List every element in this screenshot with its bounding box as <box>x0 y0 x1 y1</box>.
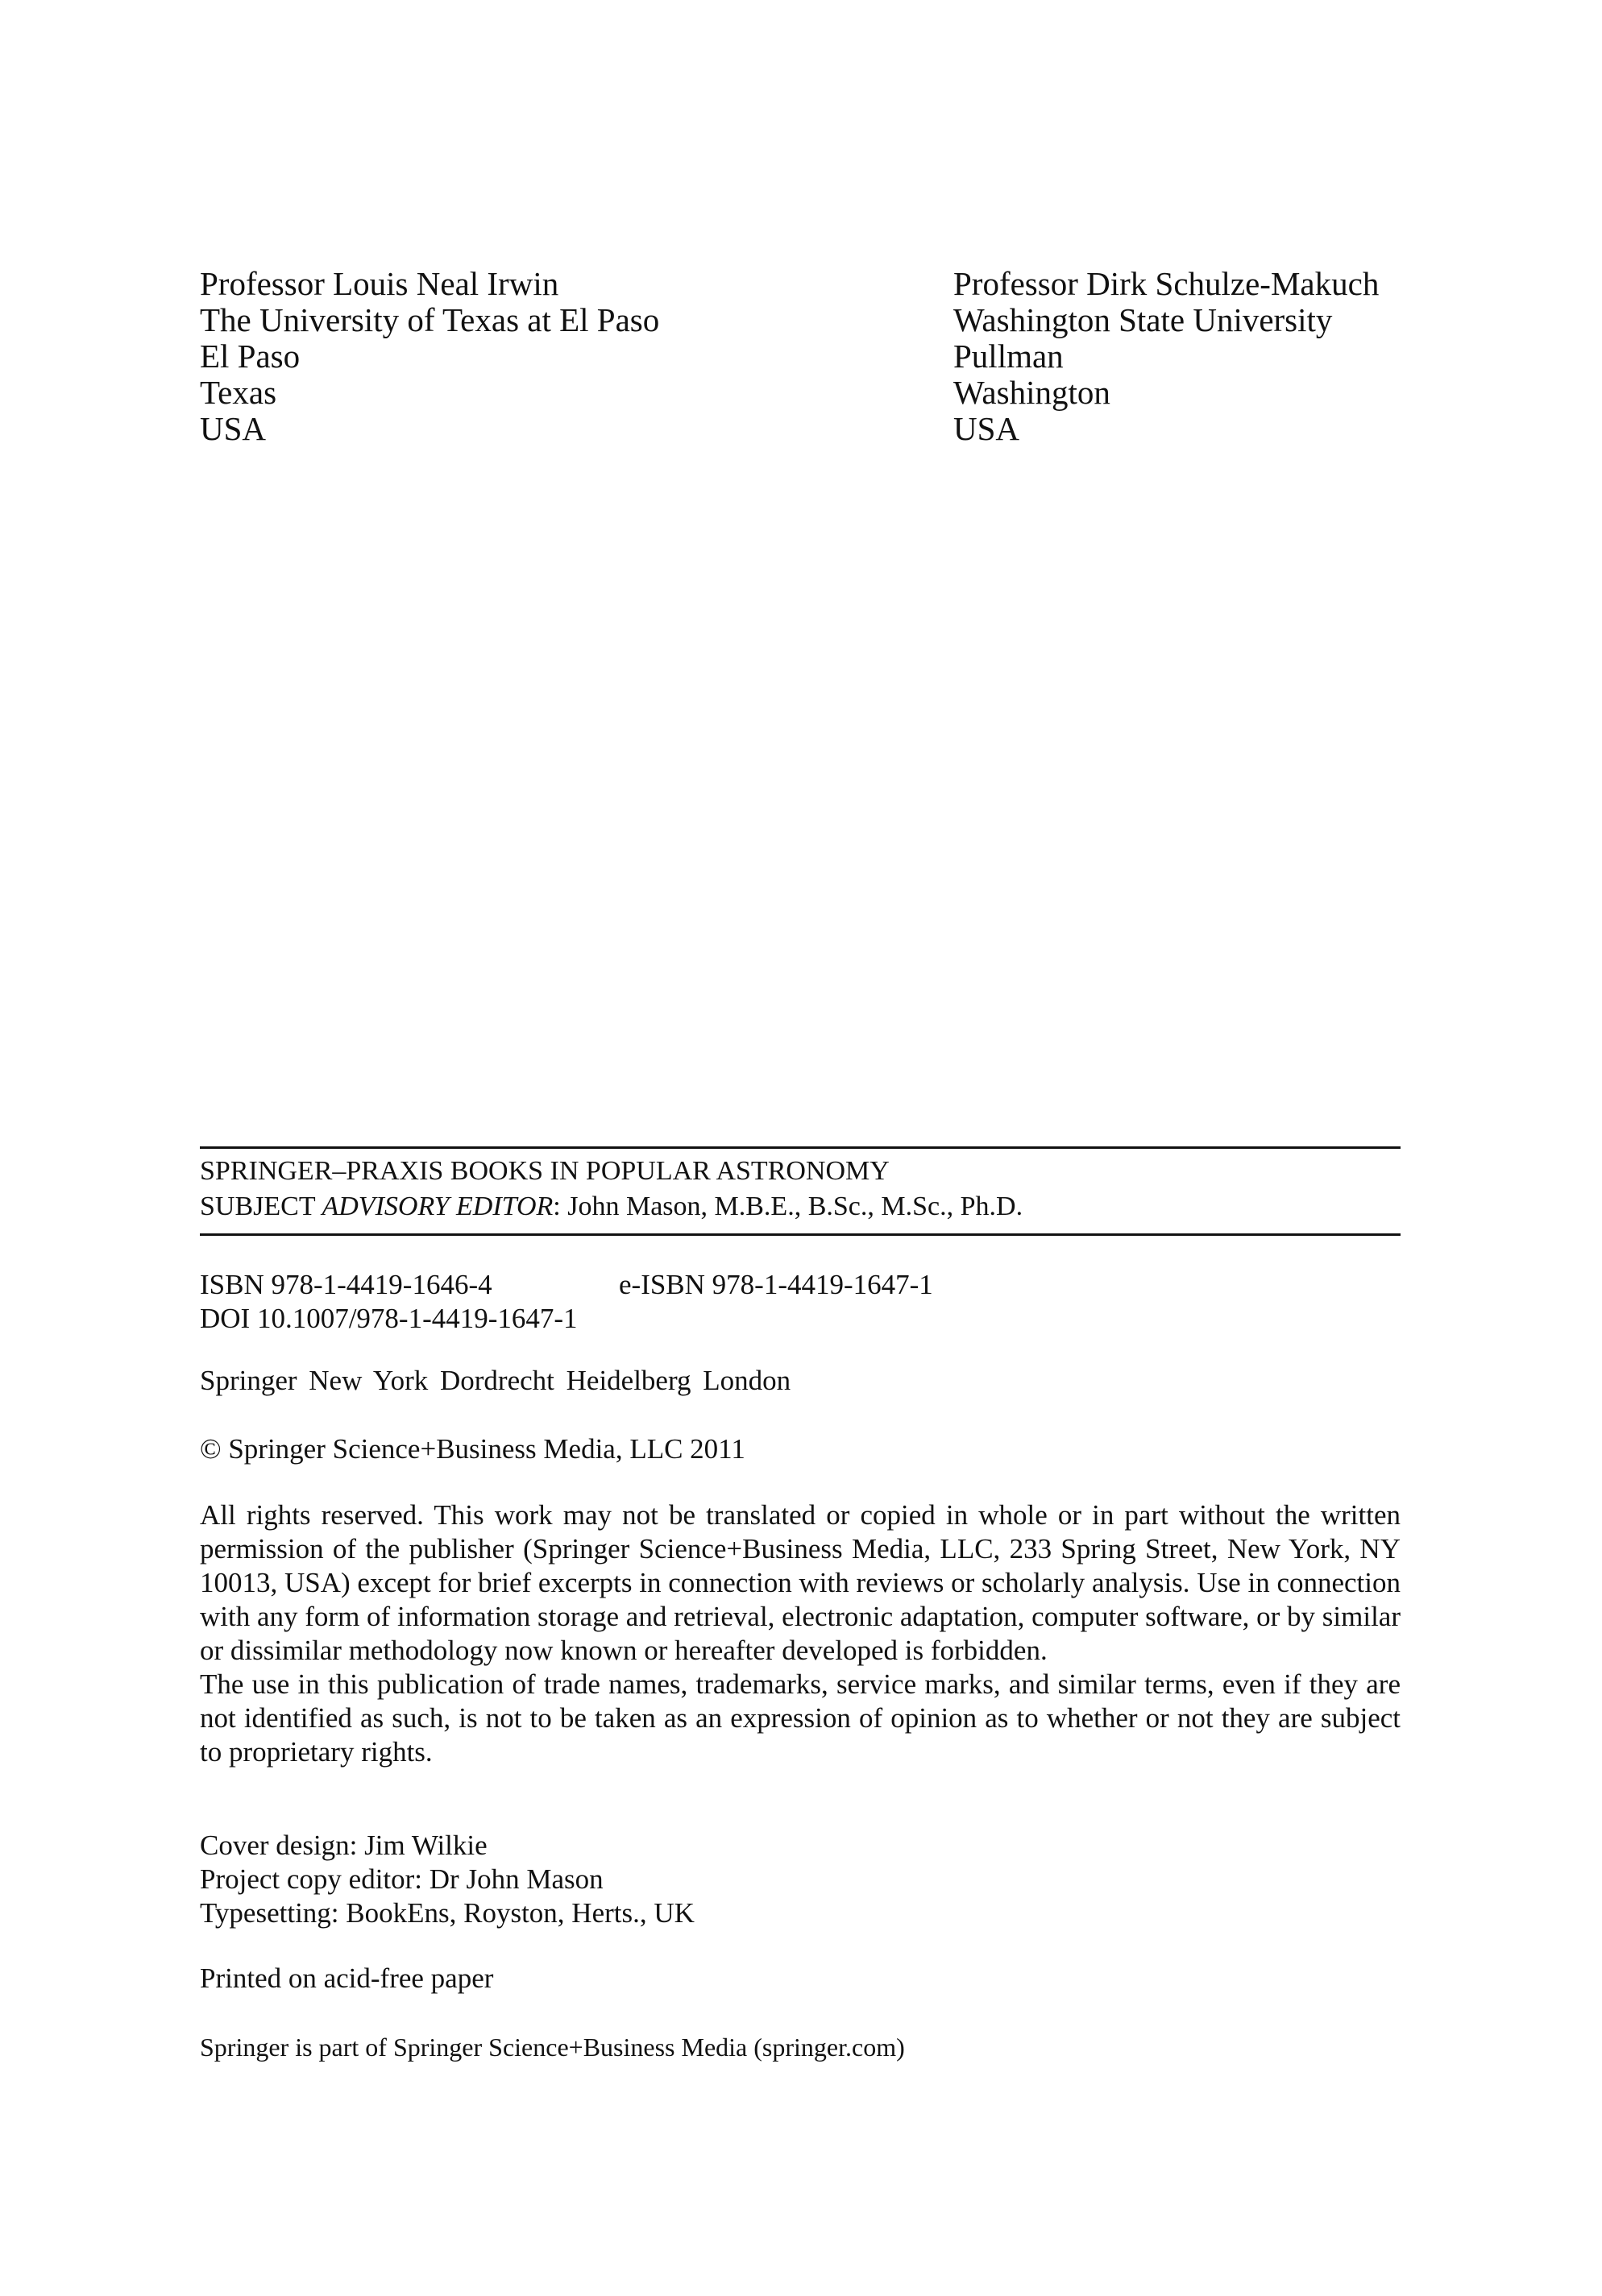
author-address-right <box>953 266 1379 447</box>
series-editor-line <box>200 1189 1023 1225</box>
isbn: ISBN 978-1-4419-1646-4 <box>200 1269 492 1300</box>
author-institution: The University of Texas at El Paso <box>200 301 660 338</box>
author-institution: Washington State University <box>953 301 1333 338</box>
series-rule-top <box>200 1146 1401 1149</box>
isbn-row <box>200 1268 1401 1302</box>
paper-note: Printed on acid-free paper <box>200 1962 494 1994</box>
e-isbn: e-ISBN 978-1-4419-1647-1 <box>619 1269 933 1300</box>
springer-note: Springer is part of Springer Science+Business Media (springer.com) <box>200 2033 905 2062</box>
credits-block <box>200 1829 1401 1930</box>
series-block <box>200 1154 1023 1225</box>
rights-notice <box>200 1498 1401 1769</box>
author-address-left <box>200 266 659 447</box>
author-name: Professor Dirk Schulze-Makuch <box>953 265 1380 302</box>
copyright-line: © Springer Science+Business Media, LLC 2011 <box>200 1433 745 1465</box>
cover-design-credit: Cover design: Jim Wilkie <box>200 1830 488 1861</box>
author-state: Texas <box>200 374 277 411</box>
publisher-cities: Springer New York Dordrecht Heidelberg London <box>200 1365 791 1396</box>
author-city: Pullman <box>953 338 1064 375</box>
series-editor-prefix: SUBJECT <box>200 1192 322 1221</box>
author-state: Washington <box>953 374 1110 411</box>
series-title: SPRINGER–PRAXIS BOOKS IN POPULAR ASTRONOMY <box>200 1156 890 1186</box>
series-editor-role: ADVISORY EDITOR <box>322 1192 554 1221</box>
doi: DOI 10.1007/978-1-4419-1647-1 <box>200 1303 578 1334</box>
trademark-paragraph: The use in this publication of trade names, trademarks, service marks, and similar terms, even if they are not identified as such, is not to be taken as an expression of opinion as to whether or not they are subject to proprietary rights. <box>200 1668 1401 1768</box>
author-name: Professor Louis Neal Irwin <box>200 265 559 302</box>
rights-paragraph: All rights reserved. This work may not be translated or copied in whole or in part without the written permission of the publisher (Springer Science+Business Media, LLC, 233 Spring Street, New York, NY 10013, USA) except for brief excerpts in connection with reviews or scholarly analysis. Use in connection with any form of information storage and retrieval, electronic adaptation, computer software, or by similar or dissimilar methodology now known or hereafter developed is forbidden. <box>200 1499 1401 1666</box>
author-city: El Paso <box>200 338 301 375</box>
author-country: USA <box>200 410 267 447</box>
series-rule-bottom <box>200 1233 1401 1236</box>
author-country: USA <box>953 410 1020 447</box>
identifiers-block <box>200 1268 1401 1336</box>
series-editor-name: : John Mason, M.B.E., B.Sc., M.Sc., Ph.D. <box>553 1192 1023 1221</box>
typesetting-credit: Typesetting: BookEns, Royston, Herts., UK <box>200 1897 695 1929</box>
copy-editor-credit: Project copy editor: Dr John Mason <box>200 1863 604 1895</box>
